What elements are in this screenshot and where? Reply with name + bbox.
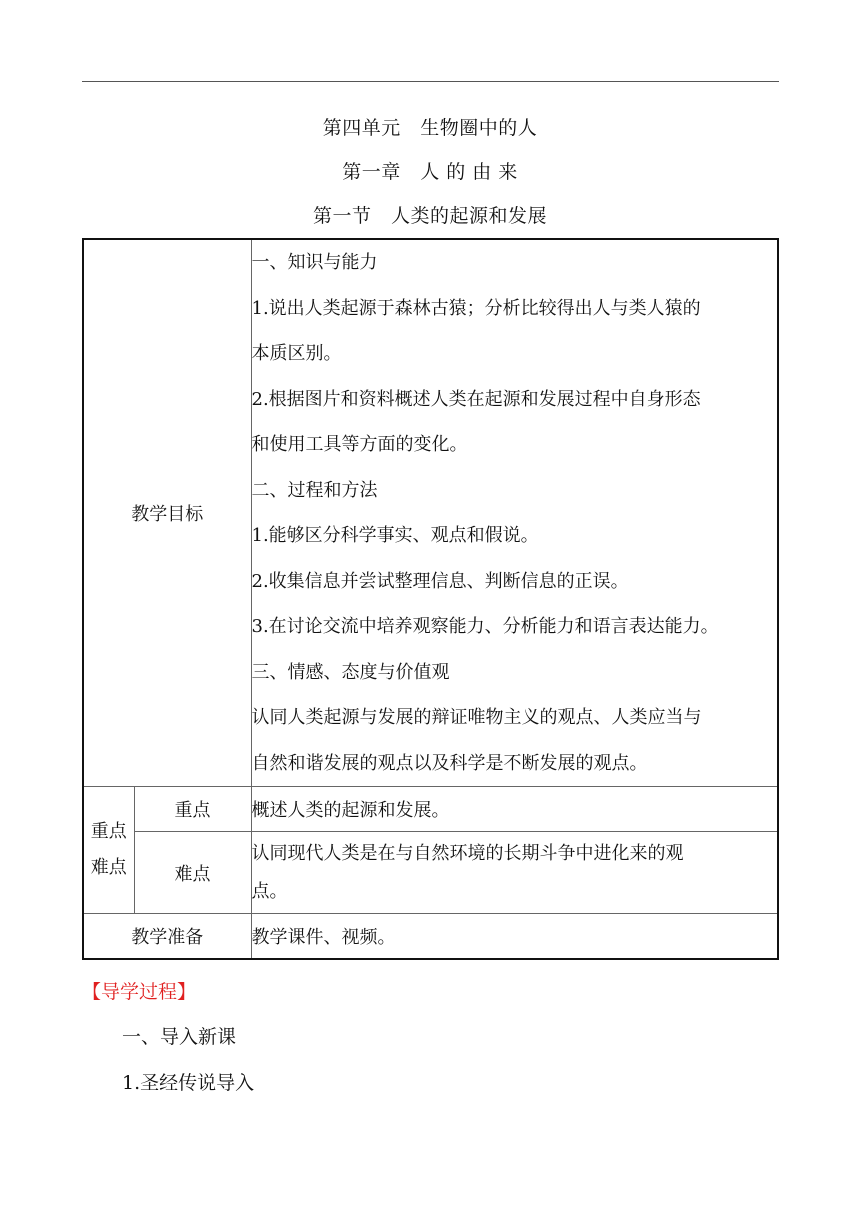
objective-line: 2.收集信息并尝试整理信息、判断信息的正误。 xyxy=(251,570,629,592)
key-point-text: 概述人类的起源和发展。 xyxy=(251,787,778,832)
objective-line: 1.说出人类起源于森林古猿；分析比较得出人与类人猿的 xyxy=(251,297,701,319)
key-label: 重点 xyxy=(90,821,127,842)
objectives-content xyxy=(251,239,778,787)
difficulty-text xyxy=(251,832,778,914)
substep-heading: 1.圣经传说导入 xyxy=(122,1072,255,1094)
guide-process-heading: 【导学过程】 xyxy=(82,981,197,1003)
objective-line: 认同人类起源与发展的辩证唯物主义的观点、人类应当与 xyxy=(251,707,702,728)
objective-line: 一、知识与能力 xyxy=(251,252,378,273)
objective-line: 和使用工具等方面的变化。 xyxy=(251,434,468,455)
objectives-label: 教学目标 xyxy=(83,239,251,787)
preparation-label: 教学准备 xyxy=(83,914,251,960)
objective-line: 3.在讨论交流中培养观察能力、分析能力和语言表达能力。 xyxy=(251,616,719,637)
unit-title: 第四单元 生物圈中的人 xyxy=(322,117,538,139)
chapter-title: 第一章 人 的 由 来 xyxy=(342,161,518,183)
objective-line: 三、情感、态度与价值观 xyxy=(251,661,450,683)
section-title: 第一节 人类的起源和发展 xyxy=(312,205,547,227)
preparation-text: 教学课件、视频。 xyxy=(251,914,778,960)
key-difficulty-label xyxy=(83,787,134,914)
difficulty-line: 认同现代人类是在与自然环境的长期斗争中进化来的观 xyxy=(251,842,684,864)
key-point-row xyxy=(83,787,778,832)
difficulty-point-label: 难点 xyxy=(134,832,251,914)
objective-line: 2.根据图片和资料概述人类在起源和发展过程中自身形态 xyxy=(251,388,701,410)
difficulty-line: 点。 xyxy=(251,880,288,902)
difficulty-row xyxy=(83,832,778,914)
lesson-plan-table xyxy=(82,238,779,960)
step-heading: 一、导入新课 xyxy=(122,1026,237,1048)
difficulty-label: 难点 xyxy=(90,857,127,878)
objective-line: 自然和谐发展的观点以及科学是不断发展的观点。 xyxy=(251,752,648,774)
objectives-row xyxy=(83,239,778,787)
top-divider xyxy=(82,81,779,82)
key-point-label: 重点 xyxy=(134,787,251,832)
objective-line: 本质区别。 xyxy=(251,343,342,364)
objective-line: 1.能够区分科学事实、观点和假说。 xyxy=(251,525,539,546)
objective-line: 二、过程和方法 xyxy=(251,479,378,501)
preparation-row xyxy=(83,914,778,960)
